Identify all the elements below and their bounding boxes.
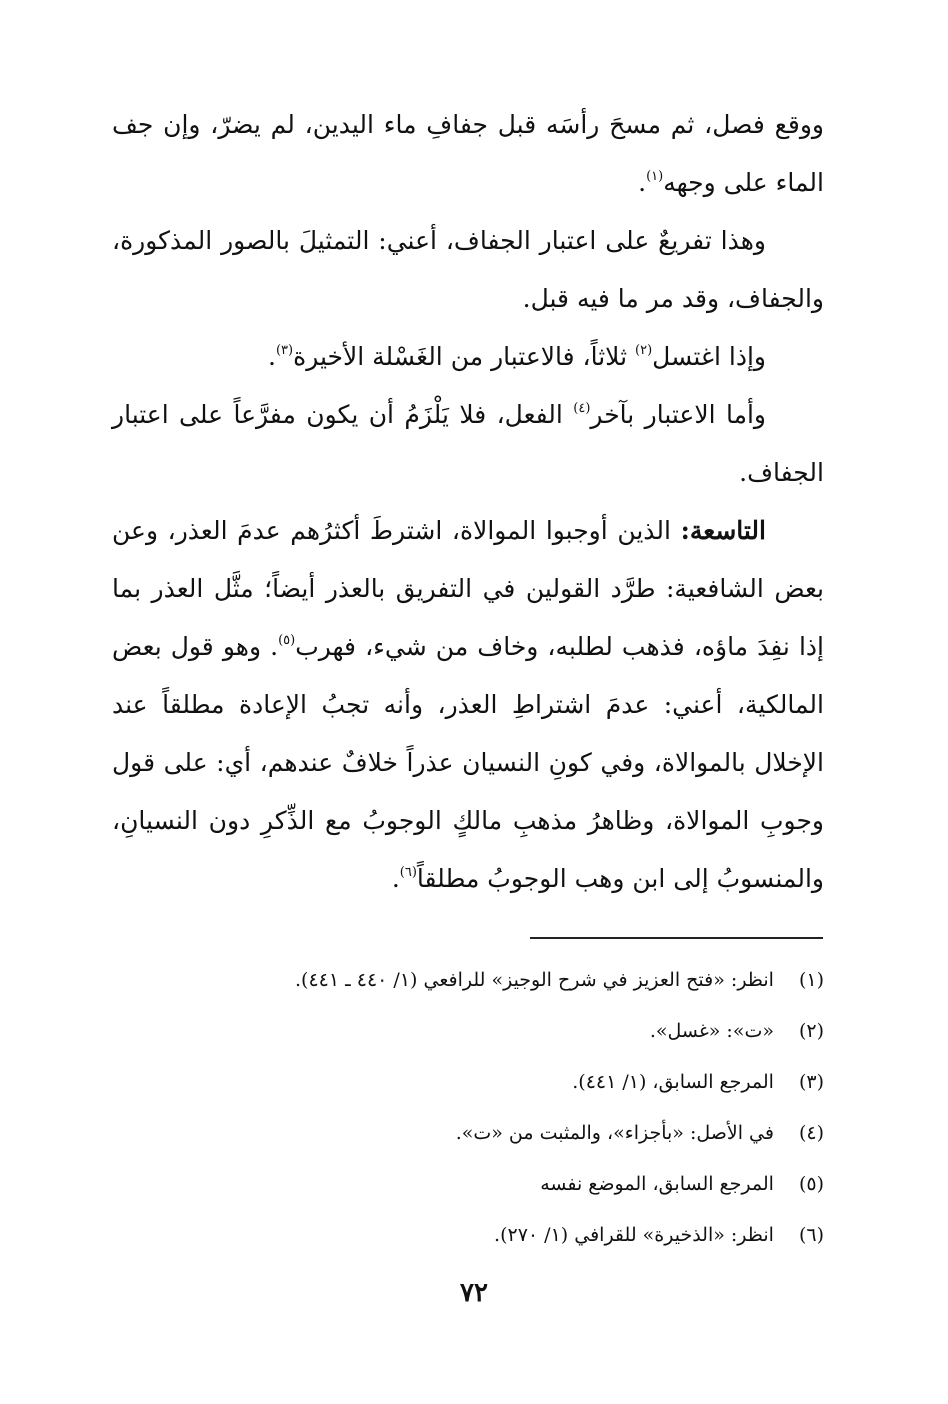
footnote-6 [112,1210,824,1261]
paragraph-5-text-b: . وهو قول بعض المالكية، أعني: عدمَ اشتراطِ العذر، وأنه تجبُ الإعادة مطلقاً عند الإخلال بالموالاة، وفي كونِ النسيان عذراً خلافٌ عندهم، أي: على قول وجوبِ الموالاة، وظاهرُ مذهبِ مالكٍ الوجوبُ مع الذِّكرِ دون النسيانِ، والمنسوبُ إلى ابن وهب الوجوبُ مطلقاً [112,632,824,893]
paragraph-1-end: . [638,168,647,197]
footnote-number: (٥) [798,1173,824,1195]
footnote-text: المرجع السابق، (١/ ٤٤١). [572,1071,774,1093]
paragraph-5 [112,502,824,908]
footnote-1 [112,955,824,1006]
footnote-text: انظر: «الذخيرة» للقرافي (١/ ٢٧٠). [494,1224,774,1246]
footnote-number: (٢) [798,1020,824,1042]
paragraph-4 [112,386,824,502]
footnote-text: في الأصل: «بأجزاء»، والمثبت من «ت». [455,1122,774,1144]
footnote-number: (١) [798,969,824,991]
paragraph-3-text-b: ثلاثاً، فالاعتبار من الغَسْلة الأخيرة [293,342,636,371]
paragraph-2: وهذا تفريعٌ على اعتبار الجفاف، أعني: التمثيلَ بالصور المذكورة، والجفاف، وقد مر ما فيه قبل. [112,226,824,313]
footnote-number: (٦) [798,1224,824,1246]
footnote-number: (٣) [798,1071,824,1093]
paragraph-1-text: ووقع فصل، ثم مسحَ رأسَه قبل جفافِ ماء اليدين، لم يضرّ، وإن جف الماء على وجهه [112,110,824,197]
footnote-text: «ت»: «غسل». [649,1020,774,1042]
footnote-number: (٤) [798,1122,824,1144]
footnote-ref-2: (٢) [635,343,653,358]
footnote-3 [112,1057,824,1108]
footnote-ref-5: (٥) [278,633,296,648]
paragraph-1 [112,96,824,212]
main-text [112,96,824,908]
footnote-ref-3: (٣) [275,343,294,358]
footnote-4 [112,1108,824,1159]
paragraph-5-end: . [391,864,400,893]
paragraph-3-text-a: وإذا اغتسل [652,342,766,371]
paragraph-4-text-a: وأما الاعتبار بآخر [590,400,766,429]
footnote-2 [112,1006,824,1057]
footnote-text: انظر: «فتح العزيز في شرح الوجيز» للرافعي (١/ ٤٤٠ ـ ٤٤١). [295,969,774,991]
paragraph-3-end: . [268,342,276,371]
page-number: ٧٢ [460,1278,488,1308]
footnote-ref-4: (٤) [573,401,591,416]
footnotes-list [112,955,824,1261]
paragraph-3 [112,328,824,386]
footnote-ref-1: (١) [646,169,664,184]
footnote-divider [530,937,823,939]
paragraph-4-text-b: الفعل، فلا يَلْزَمُ أن يكون مفرَّعاً على اعتبار الجفاف. [112,400,824,487]
footnote-5 [112,1159,824,1210]
footnote-text: المرجع السابق، الموضع نفسه [540,1173,774,1195]
footnote-ref-6: (٦) [399,865,417,880]
paragraph-5-text-a: الذين أوجبوا الموالاة، اشترطَ أكثرُهم عدمَ العذر، وعن بعض الشافعية: طرَّد القولين في التفريق بالعذر أيضاً؛ مثَّل العذر بما إذا نفِدَ ماؤه، فذهب لطلبه، وخاف من شيء، فهرب [112,516,824,661]
section-term: التاسعة: [680,516,766,545]
